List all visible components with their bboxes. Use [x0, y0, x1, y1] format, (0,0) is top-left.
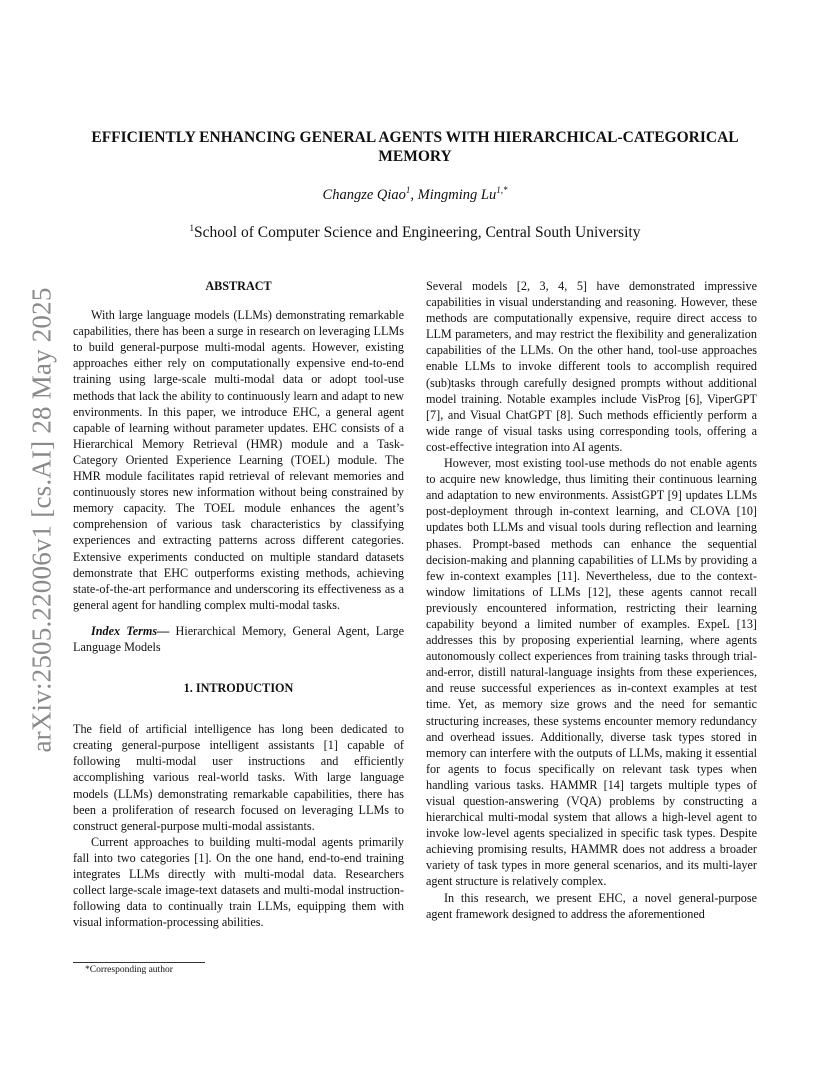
abstract-heading: ABSTRACT: [205, 279, 272, 293]
affiliation-mark: 1: [189, 222, 195, 233]
affiliation: [70, 224, 760, 242]
author-1: Changze Qiao: [322, 187, 406, 203]
intro-paragraph-1: The field of artificial intelligence has long been dedicated to creating general-purpose intelligent assistants [1] capable of following multi-modal user instructions and efficiently accomplishing various real-world tasks. With large language models (LLMs) demonstrating remarkable capabilities, there has been a proliferation of research focused on leveraging LLMs to construct general-purpose multi-modal assistants.: [73, 722, 404, 833]
index-terms-label: Index Terms—: [91, 623, 170, 638]
footnote-divider: [73, 962, 205, 963]
intro-paragraph-2: Current approaches to building multi-modal agents primarily fall into two categories [1]. On the one hand, end-to-end training integrates LLMs directly with multi-modal data. Researchers collect large-scale image-text datasets and multi-modal instruction-following data to continually train LLMs, equipping them with visual information-processing abilities.: [73, 834, 404, 930]
author-2-affiliation-mark: 1,*: [496, 185, 508, 196]
right-paragraph-2: However, most existing tool-use methods do not enable agents to acquire new knowledge, thus limiting their continuous learning and adaptation to new environments. AssistGPT [9] updates LLMs post-deployment through in-context learning, and CLOVA [10] updates both LLMs and visual tools during reflection and learning phases. Prompt-based methods can enhance the sequential decision-making and planning capabilities of LLMs by providing a few in-context examples [11]. Nevertheless, due to the context-window limitations of LLMs [12], these agents cannot recall previously encountered information, restricting their learning capability beyond a limited number of examples. ExpeL [13] addresses this by proposing experiential learning, where agents autonomously collect experiences from training tasks through trial-and-error, distill natural-language insights from these experiences, and reuse successful experiences as in-context examples at test time. Yet, as memory size grows and the need for semantic structuring increases, these systems encounter memory redundancy and overhead issues. Additionally, diverse task types stored in memory can interfere with the outputs of LLMs, making it essential for agents to focus specifically on relevant task types when handling various tasks. HAMMR [14] targets multiple types of visual question-answering (VQA) problems by constructing a hierarchical multi-modal system that allows a high-level agent to invoke low-level agents specialized in specific task types. Despite achieving promising results, HAMMR does not address a broader variety of task types in more general scenarios, and its multi-layer agent structure is relatively complex.: [426, 456, 757, 889]
author-separator: ,: [410, 187, 418, 203]
introduction-heading: 1. INTRODUCTION: [183, 681, 294, 696]
arxiv-sidebar: [22, 287, 62, 753]
author-2: Mingming Lu: [417, 187, 497, 203]
left-column: [73, 278, 404, 930]
right-paragraph-3: In this research, we present EHC, a novel general-purpose agent framework designed to address the aforementioned: [426, 890, 757, 921]
abstract-text: With large language models (LLMs) demonstrating remarkable capabilities, there has been a surge in research on leveraging LLMs to build general-purpose multi-modal agents. However, existing approaches either rely on computationally expensive end-to-end training using large-scale multi-modal data or adopt tool-use methods that lack the ability to continuously learn and adapt to new environments. In this paper, we introduce EHC, a general agent capable of learning without parameter updates. EHC consists of a Hierarchical Memory Retrieval (HMR) module and a Task-Category Oriented Experience Learning (TOEL) module. The HMR module facilitates rapid retrieval of relevant memories and continuously stores new information without being constrained by memory capacity. The TOEL module enhances the agent’s comprehension of various task characteristics by classifying experiences and extracting patterns across different categories. Extensive experiments conducted on multiple standard datasets demonstrate that EHC outperforms existing methods, achieving state-of-the-art performance and underscoring its effectiveness as a general agent for handling complex multi-modal tasks.: [73, 308, 404, 612]
right-column: [426, 278, 757, 922]
right-paragraph-1: Several models [2, 3, 4, 5] have demonstrated impressive capabilities in visual understanding and reasoning. However, these methods are computationally expensive, require direct access to LLM parameters, and may restrict the flexibility and generalization capabilities of the LLMs. On the other hand, tool-use approaches enable LLMs to invoke different tools to accomplish required (sub)tasks through carefully designed prompts without additional model training. Notable examples include VisProg [6], ViperGPT [7], and Visual ChatGPT [8]. Such methods efficiently perform a wide range of visual tasks using corresponding tools, offering a cost-effective integration into AI agents.: [426, 279, 757, 454]
author-1-affiliation-mark: 1: [405, 185, 411, 196]
affiliation-text: School of Computer Science and Engineering, Central South University: [194, 224, 641, 241]
index-terms-text: Hierarchical Memory, General Agent, Large Language Models: [73, 623, 404, 654]
footnote: *Corresponding author: [85, 965, 173, 975]
paper-title: EFFICIENTLY ENHANCING GENERAL AGENTS WITH HIERARCHICAL-CATEGORICAL MEMORY: [91, 129, 739, 165]
authors: [70, 187, 760, 204]
arxiv-identifier: arXiv:2505.22006v1 [cs.AI] 28 May 2025: [26, 287, 57, 753]
index-terms: [73, 623, 404, 655]
